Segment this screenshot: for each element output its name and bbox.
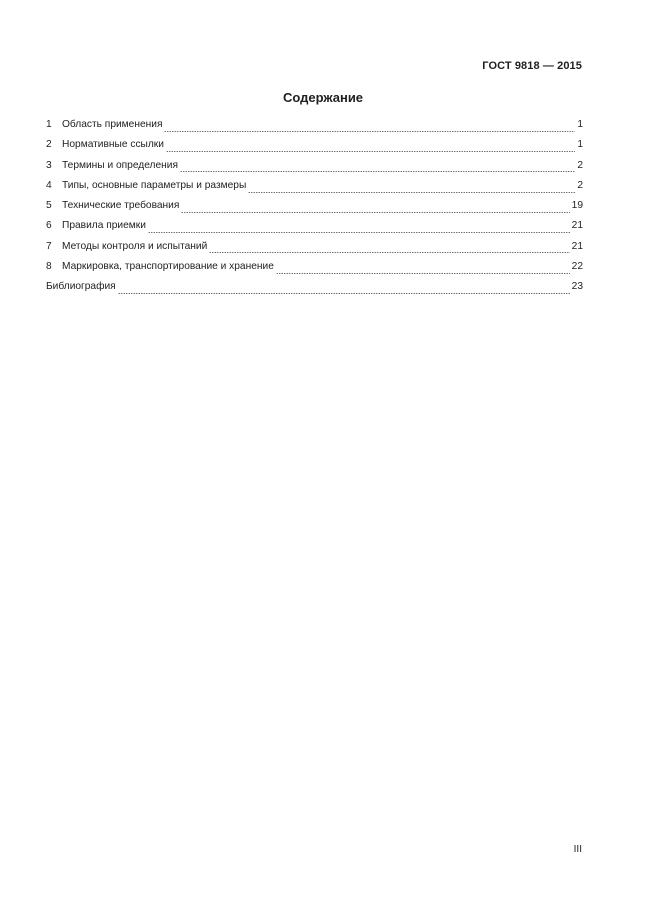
toc-entry-number: 6 xyxy=(46,220,52,232)
dot-leader xyxy=(180,171,575,172)
toc-entry-page: 22 xyxy=(571,261,583,273)
standard-code: ГОСТ 9818 — 2015 xyxy=(482,60,582,72)
toc-entry[interactable] xyxy=(46,138,583,158)
toc-entry-number: 8 xyxy=(46,261,52,273)
toc-entry-bibliography[interactable] xyxy=(46,280,583,300)
toc-entry-label: Правила приемки xyxy=(62,220,146,232)
toc-entry-page: 2 xyxy=(577,159,583,171)
toc-entry-label: Нормативные ссылки xyxy=(62,139,164,151)
dot-leader xyxy=(276,273,570,274)
dot-leader xyxy=(118,293,570,294)
toc-entry[interactable] xyxy=(46,260,583,280)
toc-entry[interactable] xyxy=(46,199,583,219)
toc-entry[interactable] xyxy=(46,118,583,138)
toc-entry-page: 1 xyxy=(577,139,583,151)
toc-entry-page: 21 xyxy=(571,240,583,252)
toc-entry-page: 2 xyxy=(577,179,583,191)
toc-entry-number: 5 xyxy=(46,200,52,212)
table-of-contents xyxy=(46,118,583,301)
toc-entry-label: Технические требования xyxy=(62,200,180,212)
dot-leader xyxy=(166,151,575,152)
dot-leader xyxy=(209,252,569,253)
page-number: III xyxy=(573,844,582,855)
toc-entry-label: Область применения xyxy=(62,119,163,130)
toc-entry-page: 23 xyxy=(571,281,583,293)
toc-title: Содержание xyxy=(282,90,364,105)
toc-entry-number: 7 xyxy=(46,240,52,252)
toc-entry[interactable] xyxy=(46,159,583,179)
toc-entry-number: 3 xyxy=(46,159,52,171)
toc-entry-label: Типы, основные параметры и размеры xyxy=(62,179,247,191)
toc-entry-label: Библиография xyxy=(46,281,116,293)
toc-entry-page: 21 xyxy=(571,220,583,232)
toc-entry-number: 2 xyxy=(46,139,52,151)
toc-entry-page: 1 xyxy=(577,119,583,130)
dot-leader xyxy=(248,192,575,193)
dot-leader xyxy=(164,131,575,132)
dot-leader xyxy=(181,212,569,213)
toc-entry-page: 19 xyxy=(571,200,583,212)
toc-entry-number: 4 xyxy=(46,179,52,191)
toc-entry-number: 1 xyxy=(46,119,52,130)
toc-entry-label: Маркировка, транспортирование и хранение xyxy=(62,261,274,273)
toc-entry[interactable] xyxy=(46,219,583,239)
toc-entry-label: Термины и определения xyxy=(62,159,178,171)
dot-leader xyxy=(148,232,570,233)
toc-entry-label: Методы контроля и испытаний xyxy=(62,240,208,252)
toc-entry[interactable] xyxy=(46,240,583,260)
toc-entry[interactable] xyxy=(46,179,583,199)
